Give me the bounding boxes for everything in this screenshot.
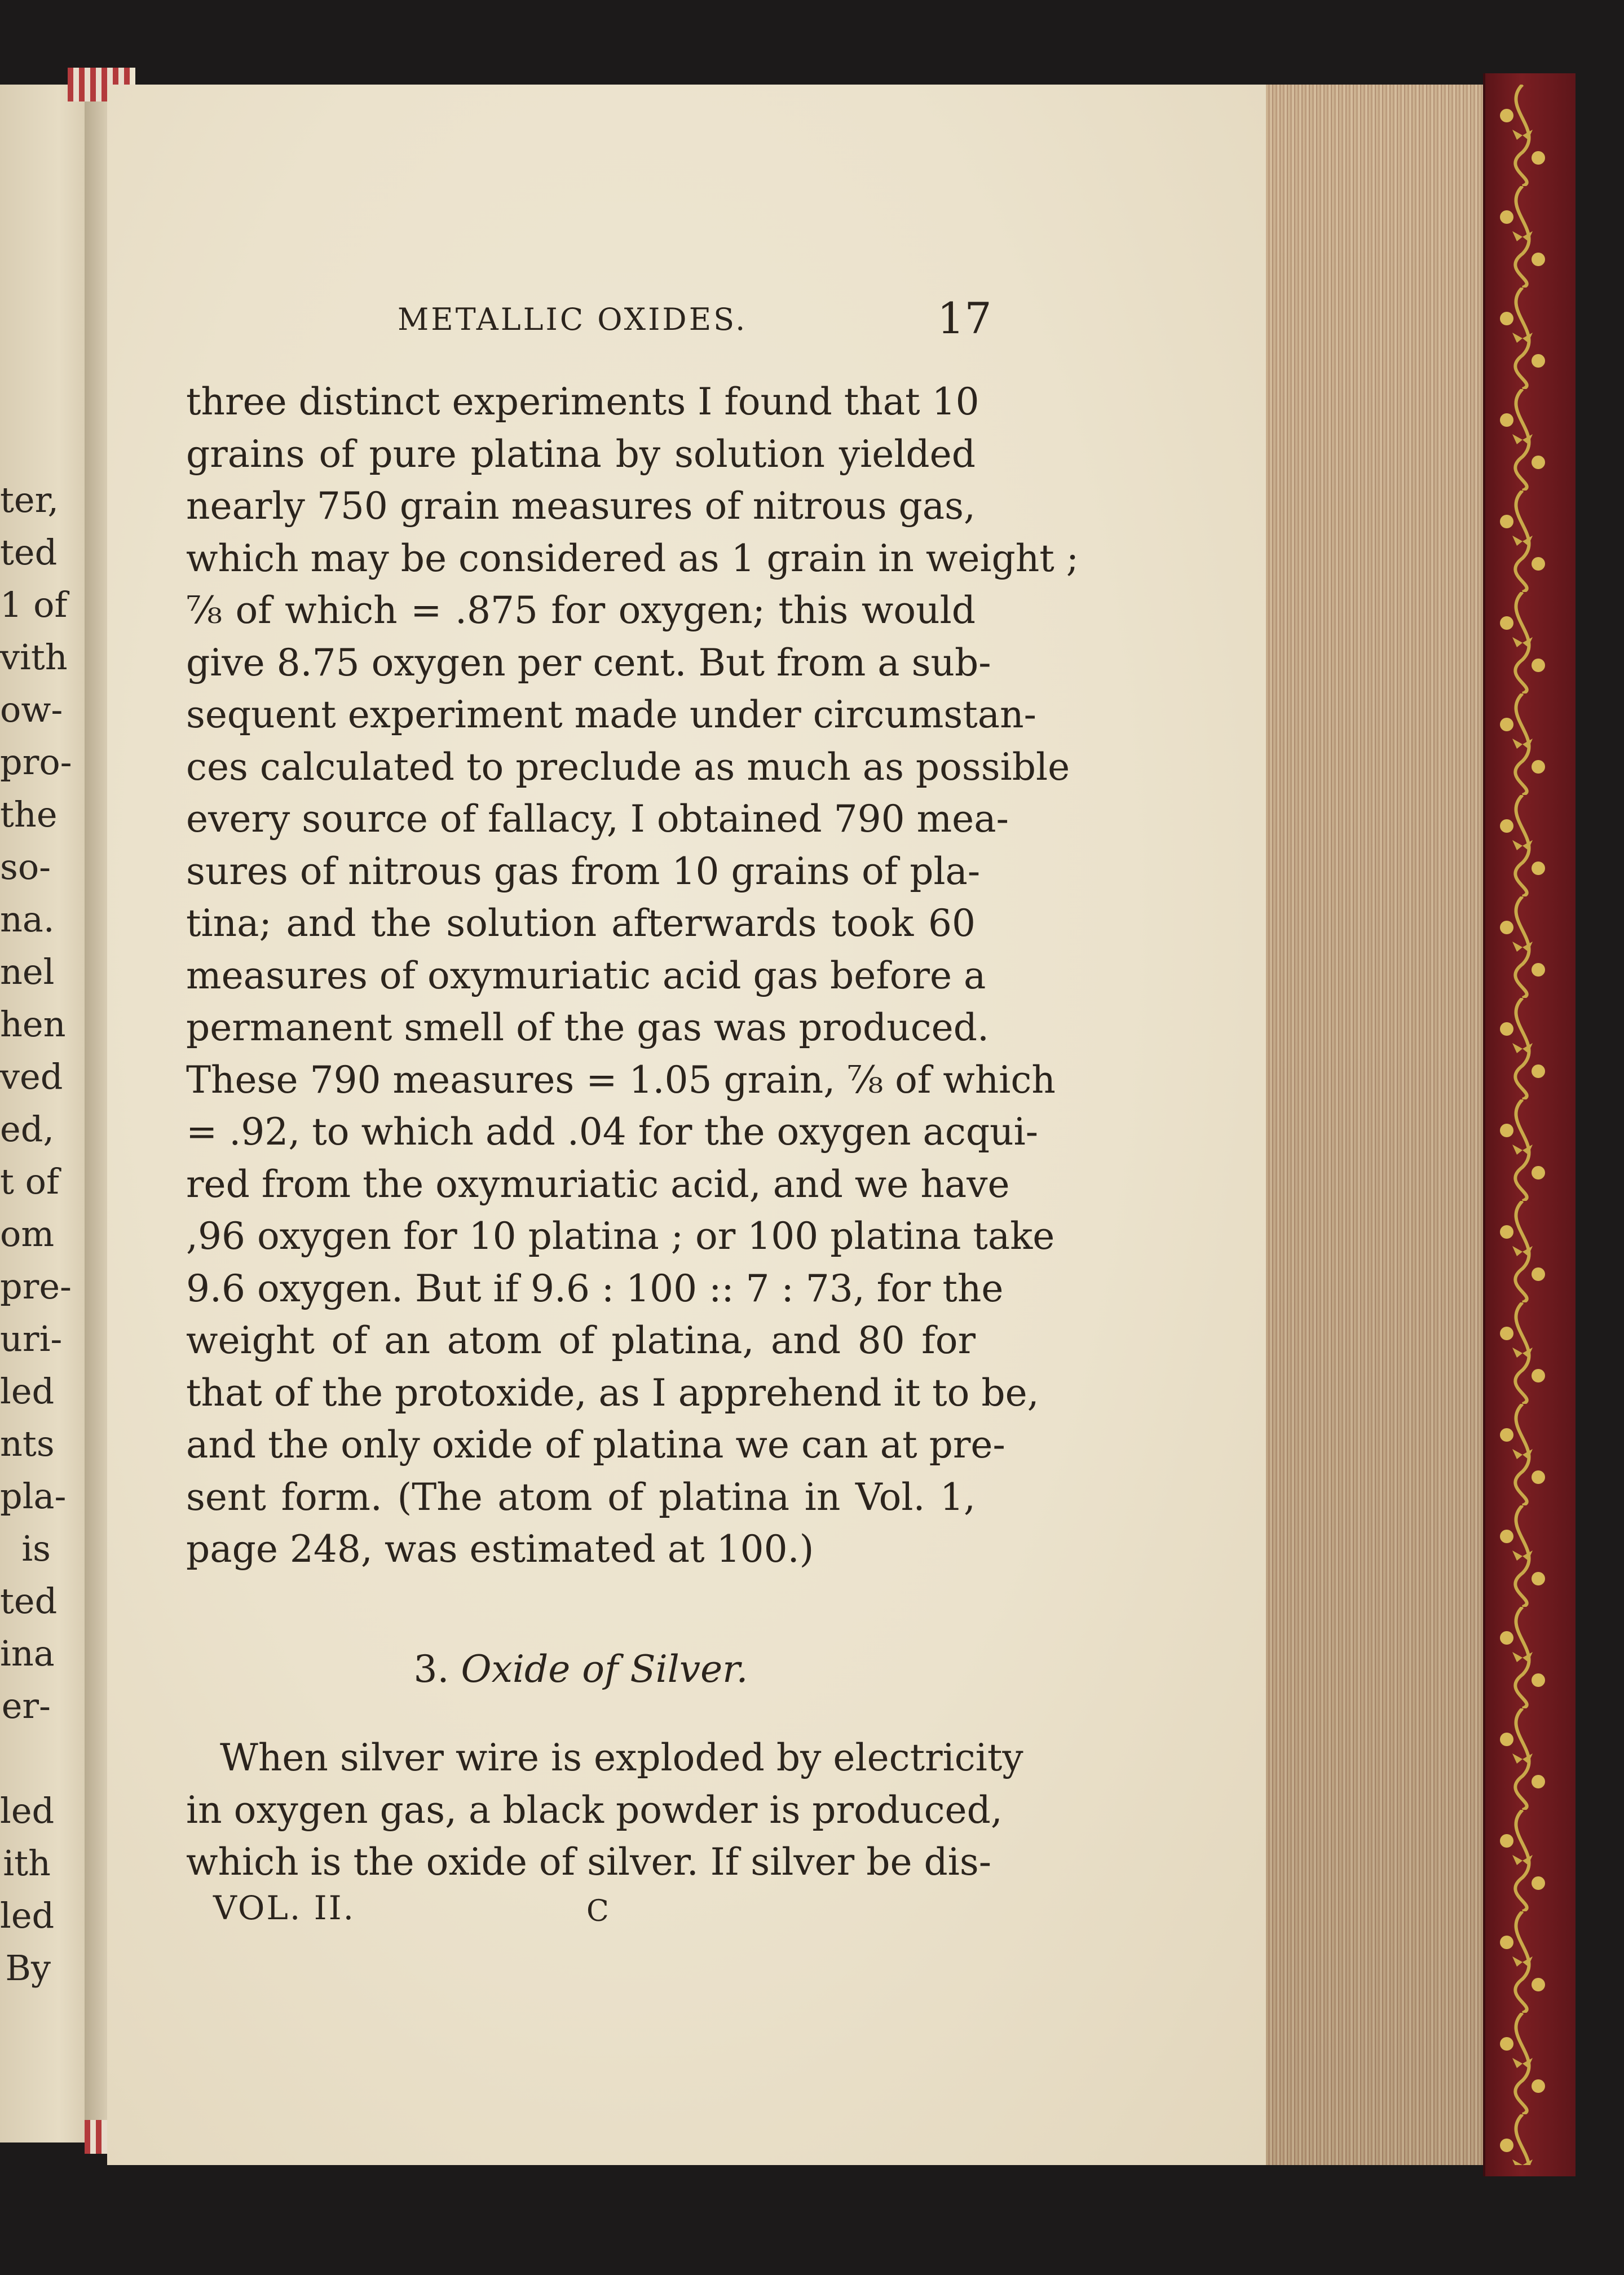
text-line: which is the oxide of silver. If silver be dis- <box>186 1840 992 1884</box>
text-line: weight of an atom of platina, and 80 for <box>186 1319 976 1362</box>
paragraph-silver <box>186 1732 1023 1889</box>
text-line: so- <box>0 846 51 887</box>
text-line: grains of pure platina by solution yielded <box>186 432 976 476</box>
text-line: led <box>0 1371 55 1412</box>
text-line: uri- <box>0 1318 63 1359</box>
text-line: in oxygen gas, a black powder is produced, <box>186 1788 1003 1832</box>
text-line: which may be considered as 1 grain in weight ; <box>186 536 1079 580</box>
text-line: tina; and the solution afterwards took 60 <box>186 902 976 945</box>
text-line: ina <box>0 1633 55 1674</box>
text-line: led <box>0 1790 55 1831</box>
text-line: nel <box>0 951 55 992</box>
text-line: measures of oxymuriatic acid gas before a <box>186 953 986 997</box>
text-line: nearly 750 grain measures of nitrous gas, <box>186 484 976 528</box>
text-line: ,96 oxygen for 10 platina ; or 100 platina take <box>186 1214 1055 1258</box>
section-number: 3. <box>413 1647 449 1691</box>
text-line: every source of fallacy, I obtained 790 mea- <box>186 797 1009 841</box>
text-line: pla- <box>0 1476 67 1517</box>
text-line: er- <box>1 1685 51 1726</box>
text-line: ces calculated to preclude as much as possible <box>186 745 1070 789</box>
gilt-ornament-icon <box>1489 85 1556 2165</box>
page-edges-shade <box>1266 85 1503 2165</box>
text-line: is <box>21 1528 51 1569</box>
text-line: led <box>0 1895 55 1936</box>
text-line: hen <box>0 1004 66 1045</box>
text-line: that of the protoxide, as I apprehend it to be, <box>186 1371 1039 1415</box>
text-line: pre- <box>0 1266 72 1307</box>
text-line: permanent smell of the gas was produced. <box>186 1006 989 1049</box>
text-line: ed, <box>0 1108 55 1150</box>
page-number: 17 <box>937 293 992 343</box>
text-line: ted <box>0 1580 58 1622</box>
text-line: ter, <box>0 479 59 520</box>
text-line: ted <box>0 532 58 573</box>
text-line: three distinct experiments I found that 10 <box>186 380 979 423</box>
text-line: t of <box>0 1161 59 1202</box>
text-line: nts <box>0 1423 55 1464</box>
text-line: and the only oxide of platina we can at pre- <box>186 1423 1005 1466</box>
signature-letter: C <box>586 1894 609 1928</box>
text-line: ow- <box>0 689 63 730</box>
section-title: Oxide of Silver. <box>461 1647 748 1691</box>
text-line: na. <box>0 899 55 940</box>
running-head: METALLIC OXIDES. <box>398 302 748 337</box>
text-line: By <box>5 1947 51 1989</box>
text-line: page 248, was estimated at 100.) <box>186 1527 814 1571</box>
text-line: ith <box>3 1843 51 1884</box>
text-line: om <box>0 1213 55 1254</box>
text-line: sent form. (The atom of platina in Vol. 1, <box>186 1475 976 1519</box>
text-line: 9.6 oxygen. But if 9.6 : 100 :: 7 : 73, for the <box>186 1266 1004 1310</box>
paragraph-platina <box>186 376 1079 1576</box>
text-line: pro- <box>0 741 72 783</box>
text-line: = .92, to which add .04 for the oxygen acqui- <box>186 1110 1039 1154</box>
text-line: red from the oxymuriatic acid, and we have <box>186 1162 1010 1206</box>
section-heading <box>186 1647 976 1691</box>
text-line: give 8.75 oxygen per cent. But from a sub- <box>186 640 991 684</box>
text-line: ⅞ of which = .875 for oxygen; this would <box>186 589 976 632</box>
text-line: sequent experiment made under circumstan- <box>186 693 1036 736</box>
signature-volume: VOL. II. <box>213 1889 356 1927</box>
text-line: ved <box>0 1056 63 1097</box>
text-line: These 790 measures = 1.05 grain, ⅞ of which <box>186 1058 1056 1102</box>
text-line: sures of nitrous gas from 10 grains of pla- <box>186 849 981 893</box>
text-line: 1 of <box>0 584 68 625</box>
text-line: vith <box>0 637 68 678</box>
text-line: When silver wire is exploded by electricity <box>220 1736 1023 1779</box>
text-line: the <box>0 794 58 835</box>
